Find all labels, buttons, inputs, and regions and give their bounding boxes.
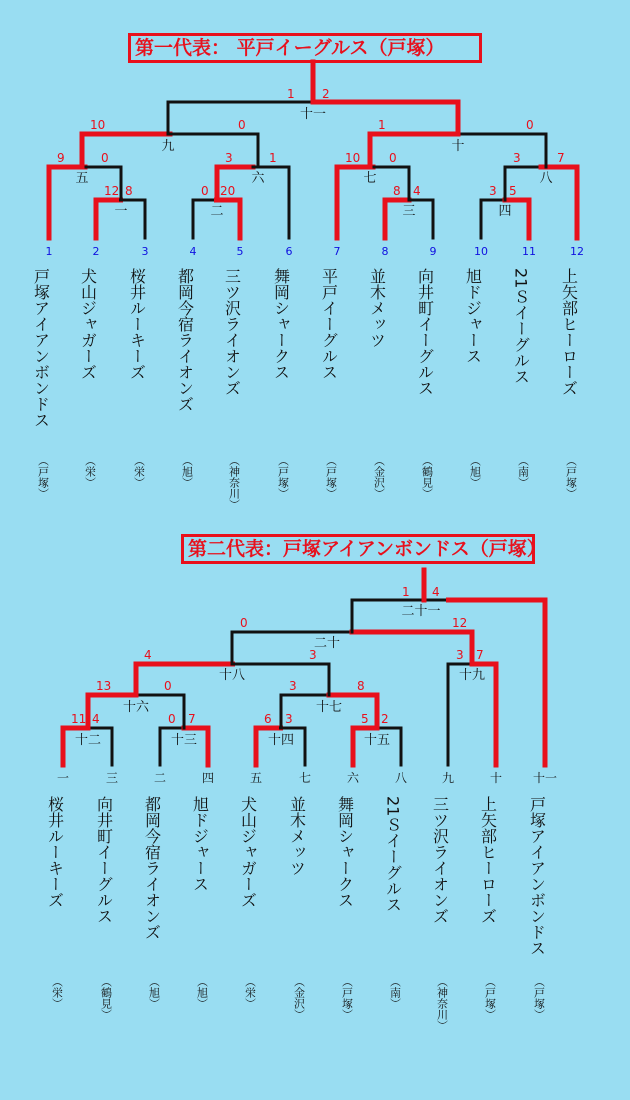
game1-一-id: 一 (114, 204, 128, 219)
game2-十二-score-left: 11 (71, 712, 87, 726)
team2-area-8: （南） (388, 976, 402, 1009)
team1-name-1: 戸塚アイアンボンドス (31, 268, 51, 428)
team1-num-3: 3 (141, 245, 149, 258)
game2-十九-id: 十九 (458, 668, 486, 683)
team2-num-4: 四 (201, 771, 215, 785)
game1-七-score-left: 10 (345, 151, 361, 165)
team1-area-12: （戸塚） (564, 455, 578, 499)
team2-area-10: （戸塚） (483, 976, 497, 1020)
team2-num-9: 九 (441, 771, 455, 785)
game2-二十-id: 二十 (313, 636, 341, 651)
team1-area-8: （金沢） (372, 455, 386, 499)
game2-二十一-id: 二十一 (401, 604, 441, 619)
team1-num-9: 9 (429, 245, 437, 258)
team2-area-3: （旭） (147, 976, 161, 1009)
team2-name-7: 舞岡シャークス (335, 796, 355, 908)
team1-name-5: 三ツ沢ライオンズ (222, 268, 242, 396)
team2-area-6: （金沢） (292, 976, 306, 1020)
team2-name-2: 向井町イーグルス (94, 796, 114, 924)
game2-十七-score-right: 8 (357, 679, 365, 693)
game1-十-score-left: 1 (378, 118, 386, 132)
team1-num-8: 8 (381, 245, 389, 258)
team1-area-7: （戸塚） (324, 455, 338, 499)
game1-八-score-left: 3 (513, 151, 521, 165)
team1-num-6: 6 (285, 245, 293, 258)
team2-name-8: 21Ｓイーグルス (383, 796, 403, 913)
team2-name-1: 桜井ルーキーズ (45, 796, 65, 908)
team2-num-5: 五 (249, 771, 263, 785)
team1-area-3: （栄） (132, 455, 146, 488)
team1-area-9: （鶴見） (420, 455, 434, 499)
game1-八-score-right: 7 (557, 151, 565, 165)
game2-十五-id: 十五 (363, 733, 391, 748)
game1-三-score-right: 4 (413, 184, 421, 198)
game1-五-id: 五 (75, 171, 89, 186)
game2-十三-id: 十三 (170, 733, 198, 748)
team1-name-6: 舞岡シャークス (271, 268, 291, 380)
game1-十一-id: 十一 (299, 107, 327, 122)
game1-三-id: 三 (402, 204, 416, 219)
team1-name-8: 並木メッツ (367, 268, 387, 348)
game1-六-score-left: 3 (225, 151, 233, 165)
team2-name-3: 都岡今宿ライオンズ (142, 796, 162, 940)
game2-十三-score-left: 0 (168, 712, 176, 726)
game2-十八-score-right: 3 (309, 648, 317, 662)
game2-十二-score-right: 4 (92, 712, 100, 726)
team2-area-4: （旭） (195, 976, 209, 1009)
game2-十二-id: 十二 (74, 733, 102, 748)
game2-十八-id: 十八 (218, 668, 246, 683)
team1-name-12: 上矢部ヒーローズ (559, 268, 579, 396)
game1-五-score-left: 9 (57, 151, 65, 165)
game2-十七-score-left: 3 (289, 679, 297, 693)
game2-十九-score-left: 3 (456, 648, 464, 662)
game1-二-score-left: 0 (201, 184, 209, 198)
game1-十一-score-left: 1 (287, 87, 295, 101)
game2-二十一-score-left: 1 (402, 585, 410, 599)
game2-二十一-score-right: 4 (432, 585, 440, 599)
game2-十六-score-right: 0 (164, 679, 172, 693)
game1-六-score-right: 1 (269, 151, 277, 165)
team2-num-11: 十一 (532, 771, 558, 785)
team2-num-3: 二 (153, 771, 167, 785)
game1-九-score-left: 10 (90, 118, 106, 132)
team1-area-1: （戸塚） (36, 455, 50, 499)
team2-name-9: 三ツ沢ライオンズ (430, 796, 450, 924)
game2-十九-score-right: 7 (476, 648, 484, 662)
team2-name-5: 犬山ジャガーズ (238, 796, 258, 908)
game2-十四-score-right: 3 (285, 712, 293, 726)
game2-十五-score-left: 5 (361, 712, 369, 726)
game1-四-score-right: 5 (509, 184, 517, 198)
team2-name-6: 並木メッツ (287, 796, 307, 876)
game2-十三-score-right: 7 (188, 712, 196, 726)
game1-二-score-right: 20 (220, 184, 236, 198)
tournament2-title: 第二代表：戸塚アイアンボンドス（戸塚） (181, 534, 535, 564)
team1-num-1: 1 (45, 245, 53, 258)
game1-十-score-right: 0 (526, 118, 534, 132)
team2-num-10: 十 (489, 771, 503, 785)
team1-name-9: 向井町イーグルス (415, 268, 435, 396)
game2-十八-score-left: 4 (144, 648, 152, 662)
game1-六-id: 六 (251, 171, 265, 186)
team2-num-1: 一 (56, 771, 70, 785)
team1-num-12: 12 (570, 245, 584, 258)
game1-八-id: 八 (539, 171, 553, 186)
team2-num-2: 三 (105, 771, 119, 785)
team1-name-2: 犬山ジャガーズ (78, 268, 98, 380)
team1-num-11: 11 (522, 245, 536, 258)
game1-二-id: 二 (210, 204, 224, 219)
team2-area-2: （鶴見） (99, 976, 113, 1020)
game2-十六-id: 十六 (122, 700, 150, 715)
team2-num-8: 八 (394, 771, 408, 785)
team1-area-4: （旭） (180, 455, 194, 488)
game1-五-score-right: 0 (101, 151, 109, 165)
game1-四-score-left: 3 (489, 184, 497, 198)
game1-一-score-left: 12 (104, 184, 120, 198)
team1-num-7: 7 (333, 245, 341, 258)
game1-九-id: 九 (161, 139, 175, 154)
team2-area-5: （栄） (243, 976, 257, 1009)
team1-area-10: （旭） (468, 455, 482, 488)
team1-area-5: （神奈川） (227, 455, 241, 510)
game2-二十-score-left: 0 (240, 616, 248, 630)
team1-name-3: 桜井ルーキーズ (127, 268, 147, 380)
game2-二十-score-right: 12 (452, 616, 468, 630)
game2-十四-score-left: 6 (264, 712, 272, 726)
team1-area-2: （栄） (83, 455, 97, 488)
team2-name-10: 上矢部ヒーローズ (478, 796, 498, 924)
team1-num-2: 2 (92, 245, 100, 258)
game1-七-id: 七 (363, 171, 377, 186)
team1-name-11: 21Ｓイーグルス (511, 268, 531, 385)
team2-area-11: （戸塚） (532, 976, 546, 1020)
game2-十六-score-left: 13 (96, 679, 112, 693)
game1-一-score-right: 8 (125, 184, 133, 198)
team1-area-11: （南） (516, 455, 530, 488)
team1-area-6: （戸塚） (276, 455, 290, 499)
game1-十-id: 十 (451, 139, 465, 154)
team2-area-9: （神奈川） (435, 976, 449, 1031)
team1-name-7: 平戸イーグルス (319, 268, 339, 380)
game1-七-score-right: 0 (389, 151, 397, 165)
game1-九-score-right: 0 (238, 118, 246, 132)
team1-num-5: 5 (236, 245, 244, 258)
team2-area-1: （栄） (50, 976, 64, 1009)
game1-四-id: 四 (498, 204, 512, 219)
team1-name-4: 都岡今宿ライオンズ (175, 268, 195, 412)
game1-十一-score-right: 2 (322, 87, 330, 101)
game2-十四-id: 十四 (267, 733, 295, 748)
game1-三-score-left: 8 (393, 184, 401, 198)
team2-num-6: 七 (298, 771, 312, 785)
game2-十五-score-right: 2 (381, 712, 389, 726)
team2-name-11: 戸塚アイアンボンドス (527, 796, 547, 956)
team2-area-7: （戸塚） (340, 976, 354, 1020)
team1-num-4: 4 (189, 245, 197, 258)
tournament1-title: 第一代表： 平戸イーグルス（戸塚） (128, 33, 482, 63)
team2-num-7: 六 (346, 771, 360, 785)
team2-name-4: 旭ドジャース (190, 796, 210, 892)
team1-num-10: 10 (474, 245, 488, 258)
game2-十七-id: 十七 (315, 700, 343, 715)
team1-name-10: 旭ドジャース (463, 268, 483, 364)
